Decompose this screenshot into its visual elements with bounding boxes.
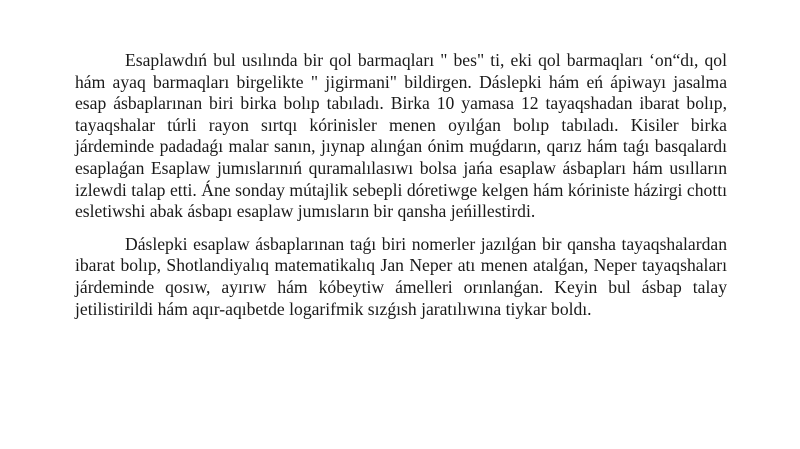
document-page: [75, 50, 727, 320]
paragraph-1: Esaplawdıń bul usılında bir qol barmaqları " bes" ti, eki qol barmaqları ‘on“dı, qol hám ayaq barmaqları birgelikte " jigirmani" bildirgen. Dáslepki hám eń ápiwayı jasalma esap ásbaplarınan biri birka bolıp tabıladı. Birka 10 yamasa 12 tayaqshadan ibarat bolıp, tayaqshalar túrli rayon sırtqı kórinisler menen oyılǵan bolıp tabıladı. Kisiler birka járdeminde padadaǵı malar sanın, jıynap alınǵan ónim muǵdarın, qarız hám taǵı basqalardı esaplaǵan Esaplaw jumıslarınıń quramalılasıwı bolsa jańa esaplaw ásbapları hám usılların izlewdi talap etti. Áne sonday mútajlik sebepli dóretiwge kelgen hám kóriniste házirgi chottı esletiwshi abak ásbapı esaplaw jumısların bir qansha jeńillestirdi.: [75, 50, 727, 222]
paragraph-2: Dáslepki esaplaw ásbaplarınan taǵı biri nomerler jazılǵan bir qansha tayaqshalardan ibarat bolıp, Shotlandiyalıq matematikalıq Jan Neper atı menen atalǵan, Neper tayaqshaları járdeminde qosıw, ayırıw hám kóbeytiw ámelleri orınlanǵan. Keyin bul ásbap talay jetilistirildi hám aqır-aqıbetde logarifmik sızǵısh jaratılıwına tiykar boldı.: [75, 233, 727, 319]
